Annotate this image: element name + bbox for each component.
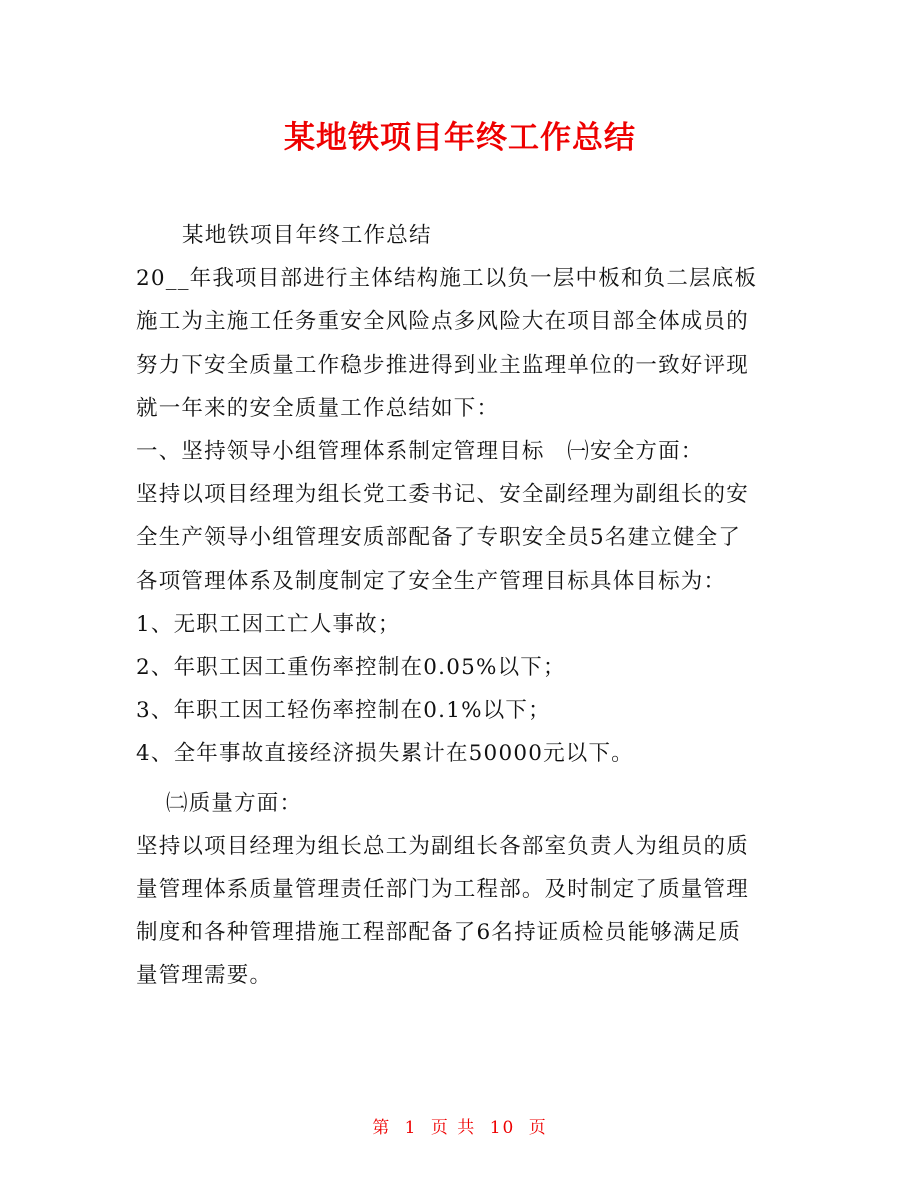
- sub-heading: ㈡质量方面：: [166, 790, 303, 816]
- body-line: 各项管理体系及制度制定了安全生产管理目标具体目标为：: [136, 568, 727, 594]
- footer-page-number: 1: [404, 1118, 418, 1138]
- list-item: 4、全年事故直接经济损失累计在50000元以下。: [136, 741, 634, 767]
- document-title: 某地铁项目年终工作总结: [284, 120, 636, 156]
- page-footer: [0, 1113, 920, 1138]
- body-line: 坚持以项目经理为组长总工为副组长各部室负责人为组员的质: [136, 833, 749, 859]
- section-heading: 一、坚持领导小组管理体系制定管理目标 ㈠安全方面：: [136, 439, 704, 465]
- list-item: 2、年职工因工重伤率控制在0.05%以下；: [136, 655, 566, 681]
- body-line: 就一年来的安全质量工作总结如下：: [136, 395, 500, 421]
- body-line: 努力下安全质量工作稳步推进得到业主监理单位的一致好评现: [136, 352, 749, 378]
- body-line-subtitle: 某地铁项目年终工作总结: [182, 223, 432, 248]
- body-line: 量管理需要。: [136, 963, 273, 989]
- body-line: 20__年我项目部进行主体结构施工以负一层中板和负二层底板: [136, 266, 758, 292]
- body-line: 制度和各种管理措施工程部配备了6名持证质检员能够满足质: [136, 920, 742, 946]
- footer-middle: 页 共: [430, 1118, 477, 1138]
- footer-total-pages: 10: [489, 1118, 516, 1138]
- list-item: 3、年职工因工轻伤率控制在0.1%以下；: [136, 698, 551, 724]
- body-line: 全生产领导小组管理安质部配备了专职安全员5名建立健全了: [136, 525, 742, 551]
- footer-prefix: 第: [372, 1118, 392, 1138]
- body-line: 施工为主施工任务重安全风险点多风险大在项目部全体成员的: [136, 309, 749, 335]
- body-line: 量管理体系质量管理责任部门为工程部。及时制定了质量管理: [136, 877, 749, 903]
- document-body: [136, 214, 786, 998]
- list-item: 1、无职工因工亡人事故；: [136, 611, 401, 637]
- body-line: 坚持以项目经理为组长党工委书记、安全副经理为副组长的安: [136, 482, 749, 508]
- footer-suffix: 页: [528, 1118, 548, 1138]
